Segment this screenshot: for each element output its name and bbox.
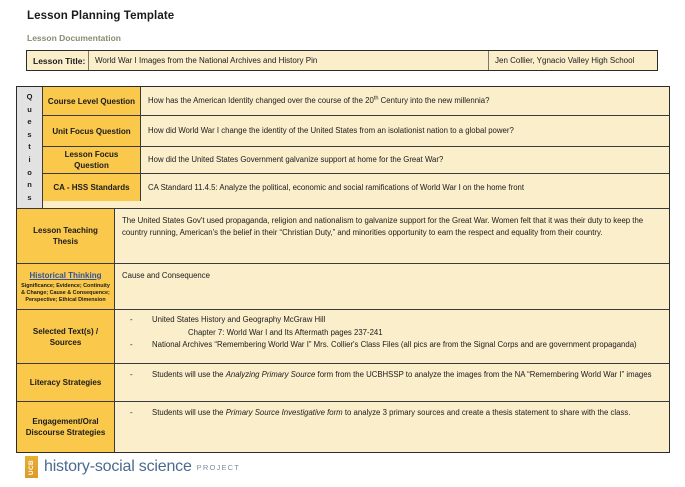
row-label-selected-sources: Selected Text(s) / Sources [17,310,115,363]
engagement-bullet-list [122,407,663,420]
bullet-dash: - [130,315,133,325]
bullet-dash: - [130,339,133,349]
row-label-historical-thinking [17,264,115,309]
lesson-focus-text: How did the United States Government galvanize support at home for the Great War? [148,155,444,165]
spine-letter: n [27,180,32,190]
list-item [122,369,663,382]
row-content-literacy-strategies [115,364,669,401]
literacy-bullet-text [152,369,663,381]
table-row-lesson-focus [43,147,669,174]
lesson-title-label: Lesson Title: [27,51,89,70]
page-title: Lesson Planning Template [27,10,175,22]
row-label-literacy-strategies: Literacy Strategies [17,364,115,401]
row-content-engagement-strategies [115,402,669,452]
row-label-lesson-focus: Lesson Focus Question [43,147,141,173]
row-content-historical-thinking [115,264,669,309]
row-content-lesson-focus [141,147,669,173]
lesson-author-value: Jen Collier, Ygnacio Valley High School [489,51,657,70]
table-row-unit-focus [43,116,669,147]
row-content-ca-hss [141,174,669,201]
source-bullet-1: United States History and Geography McGraw Hill [152,315,326,325]
questions-spine-label [17,87,43,208]
row-content-selected-sources [115,310,669,363]
table-row-historical-thinking [17,264,669,310]
footer-logo [25,456,240,478]
spine-letter: Q [26,92,33,101]
table-row-ca-hss-standards [43,174,669,201]
table-row-course-level [43,87,669,116]
bullet-dash: - [130,408,133,418]
spine-letter: e [27,117,32,127]
historical-thinking-subtitle: Significance; Evidence; Continuity & Change; Cause & Consequence; Perspective; Ethical Dimension [21,282,110,303]
teaching-thesis-text: The United States Gov't used propaganda, religion and nationalism to galvanize support for the Great War. Women felt that it was their duty to keep the country running, American's the belief in their “Christian Duty,” and minorities opportunity to earn the respect and equality from their country. [122,216,644,237]
list-item [122,407,663,420]
ca-hss-text: CA Standard 11.4.5: Analyze the political, economic and social ramifications of World War I on the home front [148,182,525,192]
row-content-unit-focus [141,116,669,146]
literacy-text-part1: Students will use the [152,370,226,380]
course-question-part1: How has the American Identity changed over the course of the 20 [148,96,374,106]
row-content-course-level [141,87,669,115]
logo-wordmark: history-social science [44,458,192,475]
bullet-dash: - [130,370,133,380]
lesson-plan-table [16,86,670,453]
spine-letter: i [28,154,31,164]
row-label-course-level: Course Level Question [43,87,141,115]
list-item [122,314,663,327]
row-content-teaching-thesis [115,209,669,263]
page-subtitle: Lesson Documentation [27,33,121,43]
engagement-text-part1: Students will use the [152,408,226,418]
ucb-badge-text: UCB [28,459,36,475]
sources-bullet-list [122,314,663,327]
lesson-title-value: World War I Images from the National Archives and History Pin [89,51,489,70]
document-header [27,9,627,44]
literacy-text-part2: form from the UCBHSSP to analyze the images from the NA “Remembering World War I” images [315,370,652,380]
spine-letter: s [27,192,32,202]
table-row-selected-sources [17,310,669,364]
source-bullet-2: National Archives “Remembering World War I” Mrs. Collier's Class Files (all pics are from the Signal Corps and are government propaganda) [152,339,637,349]
spine-letter: t [28,142,31,152]
engagement-form-name: Primary Source Investigative form [225,408,343,418]
row-label-unit-focus: Unit Focus Question [43,116,141,146]
sources-bullet-list-2 [122,339,663,352]
course-question-part2: Century into the new millennia? [378,96,490,106]
questions-rows-group [43,87,669,208]
spine-letter: u [27,104,32,114]
list-item [122,339,663,352]
table-row-teaching-thesis [17,209,669,264]
spine-letter: s [27,129,32,139]
historical-thinking-link[interactable]: Historical Thinking [29,270,102,280]
engagement-bullet-text [152,407,663,419]
ucb-badge-icon [25,456,38,478]
literacy-bullet-list [122,369,663,382]
row-label-engagement-strategies: Engagement/Oral Discourse Strategies [17,402,115,452]
unit-focus-text: How did World War I change the identity of the United States from an isolationist nation to a global power? [148,126,514,136]
literacy-form-name: Analyzing Primary Source [225,370,316,380]
spine-letter: o [27,167,32,177]
row-label-teaching-thesis: Lesson Teaching Thesis [17,209,115,263]
engagement-text-part2: to analyze 3 primary sources and create a thesis statement to share with the class. [342,408,631,418]
lesson-title-bar [26,50,658,71]
table-row-engagement-strategies [17,402,669,452]
logo-project-word: PROJECT [196,462,241,472]
table-row-literacy-strategies [17,364,669,402]
row-label-ca-hss: CA - HSS Standards [43,174,141,201]
source-bullet-1-sub: Chapter 7: World War I and Its Aftermath pages 237-241 [188,327,383,337]
superscript-th: th [373,95,379,102]
questions-block [17,87,669,209]
historical-thinking-text: Cause and Consequence [122,271,210,281]
